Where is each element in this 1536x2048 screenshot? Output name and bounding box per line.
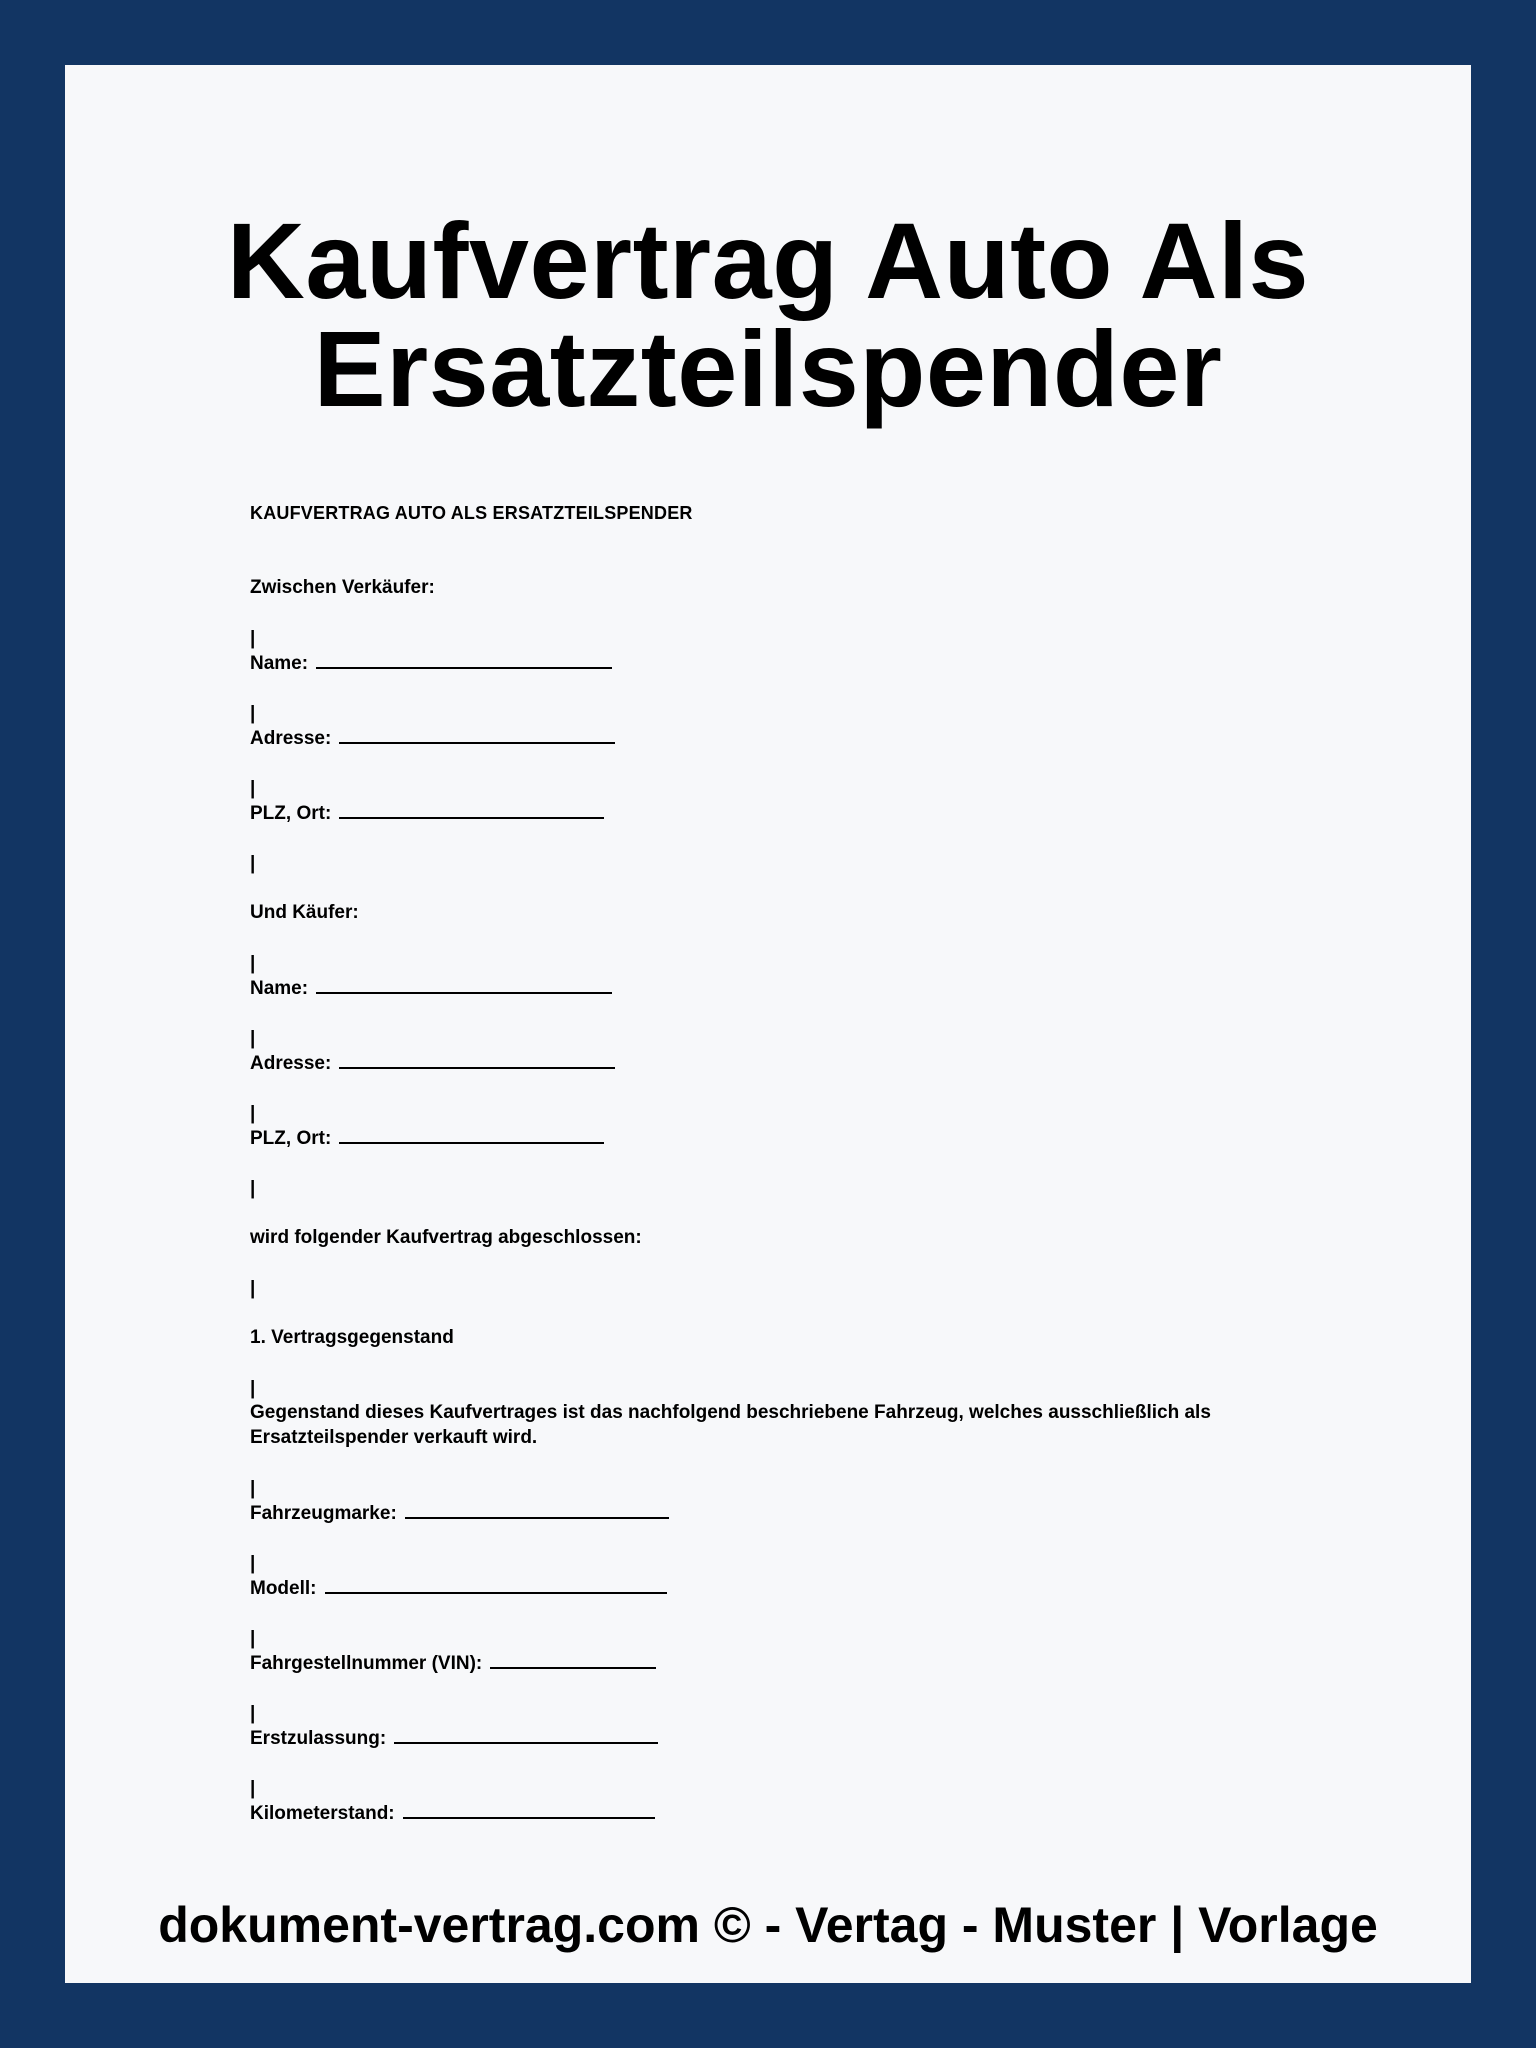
field-label: Modell: [250,1578,317,1599]
field-label: PLZ, Ort: [250,803,332,824]
separator: | [250,1703,256,1724]
separator: | [250,1028,256,1049]
vehicle-model-field [250,1576,667,1601]
vehicle-vin-field [250,1651,656,1676]
field-label: Erstzulassung: [250,1728,387,1749]
field-label: Fahrgestellnummer (VIN): [250,1653,483,1674]
field-label: Name: [250,653,309,674]
separator: | [250,853,256,874]
field-label: Name: [250,978,309,999]
blank-line [405,1501,669,1519]
seller-intro: Zwischen Verkäufer: [250,577,435,598]
separator: | [250,1628,256,1649]
contract-heading: KAUFVERTRAG AUTO ALS ERSATZTEILSPENDER [250,503,693,523]
separator: | [250,778,256,799]
buyer-name-field [250,976,612,1001]
vehicle-brand-field [250,1501,669,1526]
separator: | [250,953,256,974]
blank-line [339,1126,604,1144]
blank-line [490,1651,656,1669]
section-title: 1. Vertragsgegenstand [250,1327,454,1348]
field-label: Adresse: [250,728,332,749]
page-title-line-2: Ersatzteilspender [313,308,1223,429]
contract-intro: wird folgender Kaufvertrag abgeschlossen: [250,1227,642,1248]
separator: | [250,1178,256,1199]
field-label: Fahrzeugmarke: [250,1503,397,1524]
separator: | [250,1778,256,1799]
blank-line [316,651,612,669]
separator: | [250,1103,256,1124]
separator: | [250,1278,256,1299]
seller-zip-city-field [250,801,604,826]
first-registration-field [250,1726,658,1751]
seller-address-field [250,726,615,751]
section-text: Gegenstand dieses Kaufvertrages ist das nachfolgend beschriebene Fahrzeug, welches ausschließlich als Ersatzteilspender verkauft wird. [250,1402,1211,1448]
blank-line [394,1726,658,1744]
blank-line [325,1576,667,1594]
footer-watermark: dokument-vertrag.com © - Vertag - Muster | Vorlage [158,1897,1378,1953]
document-page [65,65,1471,1983]
blank-line [339,1051,615,1069]
page-title-line-1: Kaufvertrag Auto Als [226,200,1310,321]
buyer-address-field [250,1051,615,1076]
seller-name-field [250,651,612,676]
separator: | [250,1378,256,1399]
buyer-intro: Und Käufer: [250,902,359,923]
separator: | [250,628,256,649]
mileage-field [250,1801,655,1826]
separator: | [250,1553,256,1574]
page-title [65,200,1471,429]
blank-line [339,801,604,819]
blank-line [339,726,615,744]
field-label: Kilometerstand: [250,1803,395,1824]
blank-line [316,976,612,994]
buyer-zip-city-field [250,1126,604,1151]
blank-line [403,1801,655,1819]
separator: | [250,703,256,724]
field-label: Adresse: [250,1053,332,1074]
separator: | [250,1478,256,1499]
field-label: PLZ, Ort: [250,1128,332,1149]
